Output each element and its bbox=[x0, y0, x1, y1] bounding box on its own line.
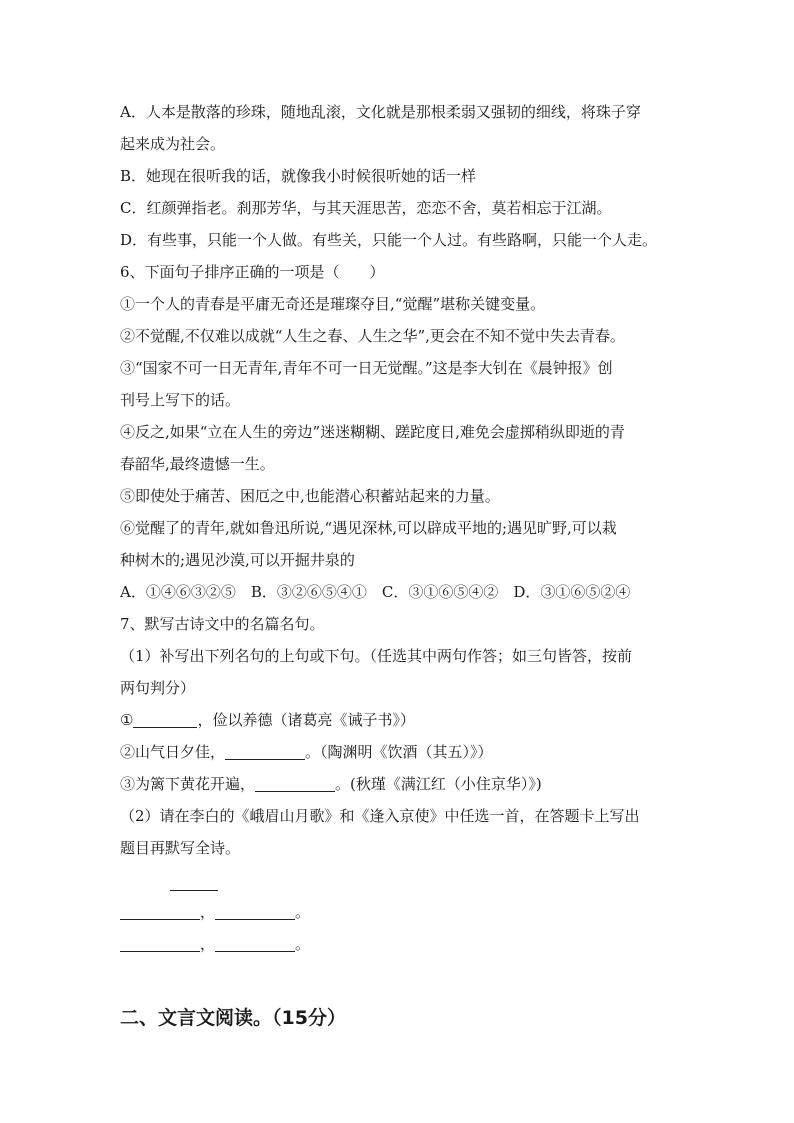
q6-choices: A．①④⑥③②⑤ B．③②⑥⑤④① C．③①⑥⑤④② D．③①⑥⑤②④ bbox=[120, 583, 631, 601]
q6-sentence-6-line2: 种树木的;遇见沙漠,可以开掘井泉的 bbox=[120, 551, 355, 569]
answer-blank[interactable] bbox=[215, 901, 295, 920]
q7-item-1-suffix: ，俭以养德（诸葛亮《诫子书》） bbox=[197, 711, 415, 729]
period: 。 bbox=[295, 935, 311, 953]
q6-sentence-3-line2: 刊号上写下的话。 bbox=[120, 391, 241, 409]
q5-option-b: B．她现在很听我的话，就像我小时候很听她的话一样 bbox=[120, 167, 477, 185]
q6-sentence-2: ②不觉醒,不仅难以成就“人生之春、人生之华”,更会在不知不觉中失去青春。 bbox=[120, 327, 625, 345]
answer-blank[interactable] bbox=[133, 709, 197, 728]
comma: ， bbox=[200, 935, 216, 953]
poem-answer-line-2 bbox=[120, 928, 685, 960]
q7-part1-line1: （1）补写出下列名句的上句或下句。（任选其中两句作答；如三句皆答，按前 bbox=[120, 647, 633, 665]
q7-item-2-suffix: 。（陶渊明《饮酒（其五）》） bbox=[305, 743, 493, 761]
q7-item-3-prefix: ③为篱下黄花开遍， bbox=[120, 775, 256, 793]
poem-answer-line-1 bbox=[120, 896, 685, 928]
q7-part1-line2: 两句判分） bbox=[120, 679, 196, 697]
poem-title-blank[interactable] bbox=[170, 872, 218, 891]
q6-sentence-6-line1: ⑥觉醒了的青年,就如鲁迅所说,“遇见深林,可以辟成平地的;遇见旷野,可以栽 bbox=[120, 519, 617, 537]
period: 。 bbox=[295, 903, 311, 921]
section-spacer bbox=[120, 960, 685, 1000]
q6-sentence-3-line1: ③“国家不可一日无青年,青年不可一日无觉醒。”这是李大钊在《晨钟报》创 bbox=[120, 359, 613, 377]
comma: ， bbox=[200, 903, 216, 921]
q7-item-3 bbox=[120, 768, 685, 800]
q7-part2-line2: 题目再默写全诗。 bbox=[120, 839, 241, 857]
q7-item-3-suffix: 。(秋瑾《满江红（小住京华）》) bbox=[335, 775, 542, 793]
q7-question: 7、默写古诗文中的名篇名句。 bbox=[120, 615, 325, 633]
q5-option-a-line1: A．人本是散落的珍珠，随地乱滚，文化就是那根柔弱又强韧的细线，将珠子穿 bbox=[120, 103, 641, 121]
answer-blank[interactable] bbox=[120, 901, 200, 920]
q7-part2-line1: （2）请在李白的《峨眉山月歌》和《逢入京使》中任选一首，在答题卡上写出 bbox=[120, 807, 640, 825]
answer-blank[interactable] bbox=[215, 933, 295, 952]
q5-option-c: C．红颜弹指老。刹那芳华，与其天涯思苦，恋恋不舍，莫若相忘于江湖。 bbox=[120, 199, 612, 217]
q7-item-2-prefix: ②山气日夕佳， bbox=[120, 743, 226, 761]
page-content bbox=[120, 96, 685, 1036]
q6-sentence-4-line2: 春韶华,最终遗憾一生。 bbox=[120, 455, 275, 473]
q7-item-2 bbox=[120, 736, 685, 768]
answer-blank[interactable] bbox=[225, 741, 305, 760]
section-2-heading: 二、文言文阅读。（15分） bbox=[120, 1007, 346, 1029]
q6-sentence-5: ⑤即使处于痛苦、困厄之中,也能潜心积蓄站起来的力量。 bbox=[120, 487, 500, 505]
q6-sentence-1: ①一个人的青春是平庸无奇还是璀璨夺目,“觉醒”堪称关键变量。 bbox=[120, 295, 546, 313]
answer-blank[interactable] bbox=[120, 933, 200, 952]
q7-item-1 bbox=[120, 704, 685, 736]
poem-title-blank-row bbox=[120, 864, 685, 896]
q7-item-1-prefix: ① bbox=[120, 711, 134, 729]
answer-blank[interactable] bbox=[255, 773, 335, 792]
q6-question: 6、下面句子排序正确的一项是（ ） bbox=[120, 263, 385, 281]
q5-option-d: D．有些事，只能一个人做。有些关，只能一个人过。有些路啊，只能一个人走。 bbox=[120, 231, 658, 249]
q5-option-a-line2: 起来成为社会。 bbox=[120, 135, 226, 153]
q6-sentence-4-line1: ④反之,如果“立在人生的旁边”迷迷糊糊、蹉跎度日,难免会虚掷稍纵即逝的青 bbox=[120, 423, 625, 441]
